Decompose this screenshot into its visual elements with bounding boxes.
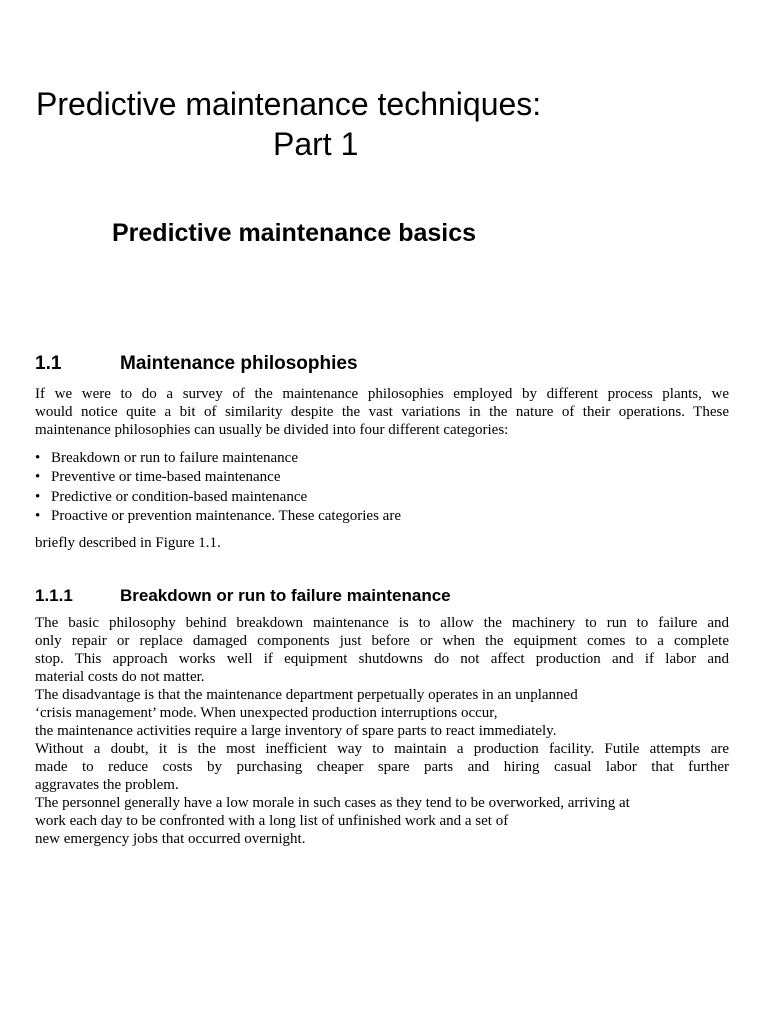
paragraph-line: new emergency jobs that occurred overnight. xyxy=(35,831,306,847)
bullet-glyph: • xyxy=(35,469,41,486)
bullet-glyph: • xyxy=(35,450,41,466)
section-heading-1-1 xyxy=(35,352,358,376)
section-title: Breakdown or run to failure maintenance xyxy=(120,586,451,605)
paragraph-1 xyxy=(35,614,729,686)
paragraph-line: The basic philosophy behind breakdown maintenance is to allow the machinery to run to failure and xyxy=(35,615,729,631)
paragraph-line: ‘crisis management’ mode. When unexpected production interruptions occur, xyxy=(35,705,498,721)
paragraph-line: material costs do not matter. xyxy=(35,669,205,685)
paragraph-4 xyxy=(35,794,729,848)
list-item xyxy=(35,507,401,526)
categories-list xyxy=(35,449,401,526)
paragraph-line: The disadvantage is that the maintenance department perpetually operates in an unplanned xyxy=(35,687,578,703)
paragraph-line: work each day to be confronted with a long list of unfinished work and a set of xyxy=(35,813,509,829)
paragraph-line: stop. This approach works well if equipment shutdowns do not affect production and if labor and xyxy=(35,651,729,667)
document-title-line-2: Part 1 xyxy=(273,126,359,162)
intro-paragraph xyxy=(35,385,729,439)
document-subtitle: Predictive maintenance basics xyxy=(112,219,477,247)
list-item xyxy=(35,468,401,487)
paragraph-line: Without a doubt, it is the most inefficient way to maintain a production facility. Futile attempts are xyxy=(35,741,729,757)
paragraph-line: the maintenance activities require a large inventory of spare parts to react immediately. xyxy=(35,723,557,739)
list-item-text: Preventive or time-based maintenance xyxy=(51,469,281,486)
document-title-line-1: Predictive maintenance techniques: xyxy=(36,86,542,122)
list-item-text: Predictive or condition-based maintenance xyxy=(51,488,308,505)
list-item-text: Proactive or prevention maintenance. These categories are xyxy=(51,507,401,524)
paragraph-line: only repair or replace damaged components just before or when the equipment comes to a complete xyxy=(35,633,729,649)
section-number: 1.1 xyxy=(35,353,62,374)
paragraph-line: aggravates the problem. xyxy=(35,777,179,793)
bullet-glyph: • xyxy=(35,488,41,505)
paragraph-line: The personnel generally have a low morale in such cases as they tend to be overworked, arriving at xyxy=(35,795,630,811)
paragraph-3 xyxy=(35,740,729,794)
list-item xyxy=(35,449,401,468)
list-item-text: Breakdown or run to failure maintenance xyxy=(51,450,298,466)
paragraph-line: would notice quite a bit of similarity despite the vast variations in the nature of their operations. These xyxy=(35,404,729,420)
paragraph-line: If we were to do a survey of the maintenance philosophies employed by different process plants, we xyxy=(35,386,729,402)
bullet-glyph: • xyxy=(35,507,41,524)
after-list-text: briefly described in Figure 1.1. xyxy=(35,535,221,551)
paragraph-line: maintenance philosophies can usually be divided into four different categories: xyxy=(35,422,509,438)
section-title: Maintenance philosophies xyxy=(120,353,358,374)
list-item xyxy=(35,488,401,507)
section-heading-1-1-1 xyxy=(35,585,451,607)
paragraph-2 xyxy=(35,686,729,740)
paragraph-line: made to reduce costs by purchasing cheaper spare parts and hiring casual labor that further xyxy=(35,759,729,775)
section-number: 1.1.1 xyxy=(35,586,73,605)
